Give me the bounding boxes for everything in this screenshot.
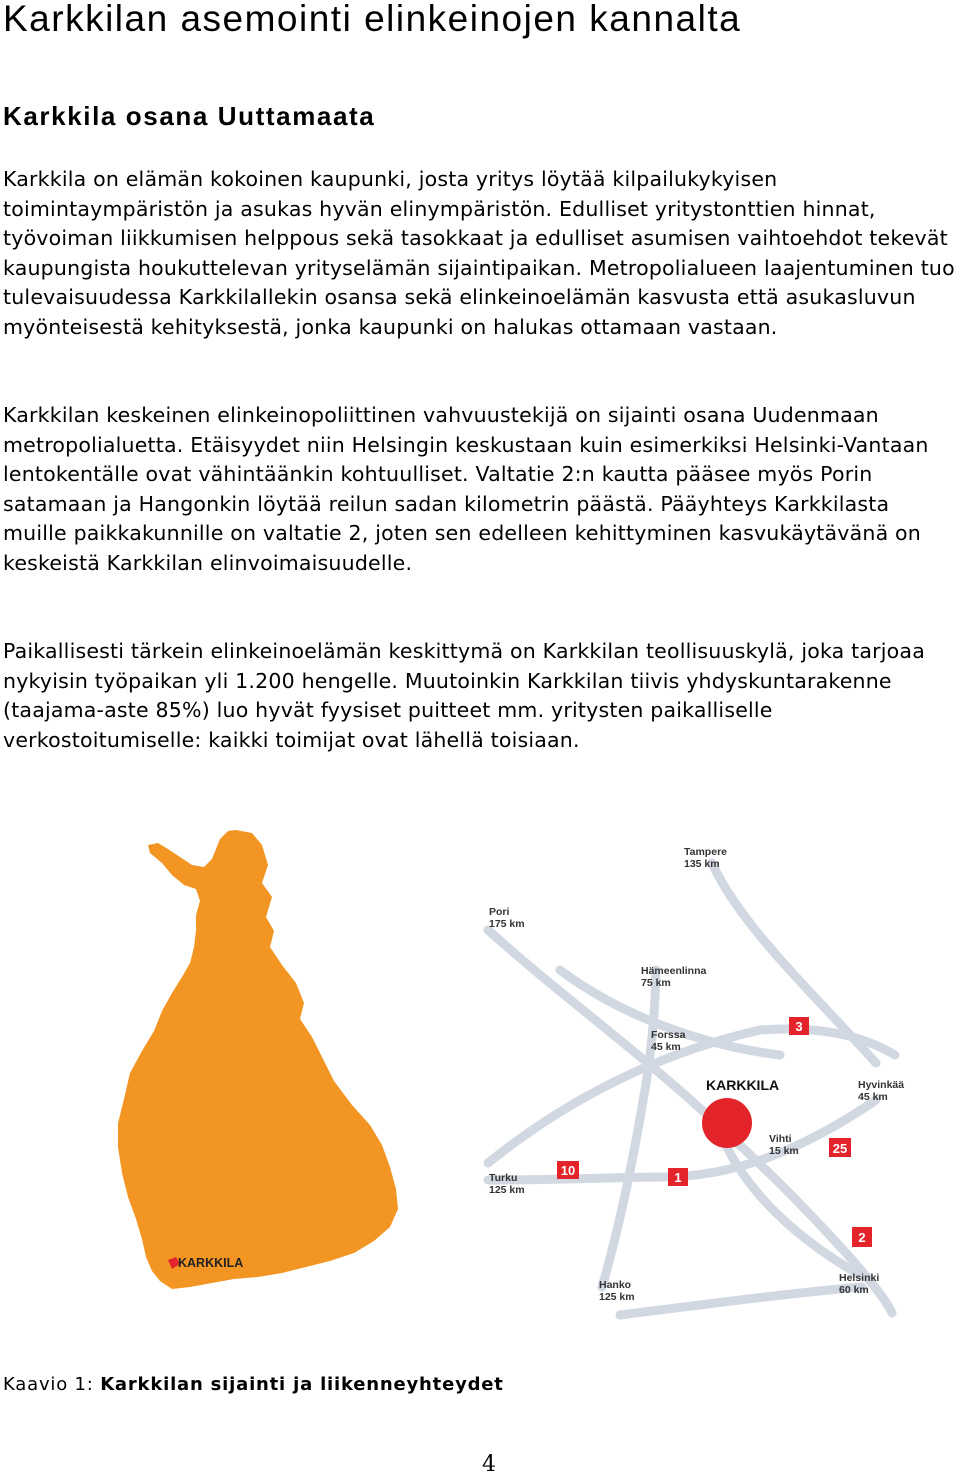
city-label: Vihti [769, 1133, 792, 1145]
road-badge-label: 10 [560, 1163, 576, 1178]
page-number: 4 [482, 1452, 496, 1477]
karkkila-marker [702, 1098, 752, 1148]
road-badge-label: 2 [858, 1230, 866, 1245]
city-distance: 135 km [684, 858, 720, 870]
caption-prefix: Kaavio 1: [3, 1374, 94, 1395]
city-distance: 75 km [641, 977, 671, 989]
paragraph: Karkkilan keskeinen elinkeinopoliittinen vahvuustekijä on sijainti osana Uudenmaan metropolialuetta. Etäisyydet niin Helsingin keskustaan kuin esimerkiksi Helsinki-Vantaan lentokentälle ovat vähintäänkin kohtuulliset. Valtatie 2:n kautta pääsee myös Porin satamaan ja Hangonkin löytää reilun sadan kilometrin päästä. Pääyhteys Karkkilasta muille paikkakunnille on valtatie 2, joten sen edelleen kehittyminen kasvukäytävänä on keskeistä Karkkilan elinvoimaisuudelle. [3, 403, 929, 575]
road-badge-label: 3 [795, 1019, 803, 1034]
city-distance: 125 km [489, 1184, 525, 1196]
city-label: Hämeenlinna [641, 965, 707, 977]
city-label: Forssa [651, 1029, 686, 1041]
city-label: Tampere [684, 846, 727, 858]
city-distance: 45 km [858, 1091, 888, 1103]
figure-caption [3, 1374, 504, 1395]
page-title: Karkkilan asemointi elinkeinojen kannalta [3, 0, 742, 39]
city-distance: 175 km [489, 918, 525, 930]
road-network [488, 863, 895, 1315]
road-badge-label: 1 [674, 1170, 682, 1185]
city-label: Hyvinkää [858, 1079, 905, 1091]
city-distance: 15 km [769, 1145, 799, 1157]
caption-title: Karkkilan sijainti ja liikenneyhteydet [100, 1374, 504, 1395]
city-labels [489, 846, 904, 1303]
finland-karkkila-label: KARKKILA [178, 1256, 244, 1270]
road-badge-label: 25 [832, 1141, 848, 1156]
city-label: Turku [489, 1172, 518, 1184]
city-label: Pori [489, 906, 510, 918]
city-label: Helsinki [839, 1272, 880, 1284]
city-distance: 125 km [599, 1291, 635, 1303]
section-heading: Karkkila osana Uuttamaata [3, 101, 376, 131]
paragraph: Paikallisesti tärkein elinkeinoelämän keskittymä on Karkkilan teollisuuskylä, joka tarjoaa nykyisin työpaikan yli 1.200 hengelle. Muutoinkin Karkkilan tiivis yhdyskuntarakenne (taajama-aste 85%) luo hyvät fyysiset puitteet mm. yritysten paikalliselle verkostoitumiselle: kaikki toimijat ovat lähellä toisiaan. [3, 639, 925, 752]
city-distance: 60 km [839, 1284, 869, 1296]
city-label: Hanko [599, 1279, 632, 1291]
finland-map [118, 830, 398, 1289]
location-figure [0, 805, 960, 1325]
karkkila-center-label: KARKKILA [706, 1077, 780, 1093]
city-distance: 45 km [651, 1041, 681, 1053]
paragraph: Karkkila on elämän kokoinen kaupunki, josta yritys löytää kilpailukykyisen toimintaympäristön ja asukas hyvän elinympäristön. Edulliset yritystonttien hinnat, työvoiman liikkumisen helppous sekä tasokkaat ja edulliset asumisen vaihtoehdot tekevät kaupungista houkuttelevan yrityselämän sijaintipaikan. Metropolialueen laajentuminen tuo tulevaisuudessa Karkkilallekin osansa sekä elinkeinoelämän kasvusta että asukasluvun myönteisestä kehityksestä, jonka kaupunki on halukas ottamaan vastaan. [3, 167, 955, 339]
